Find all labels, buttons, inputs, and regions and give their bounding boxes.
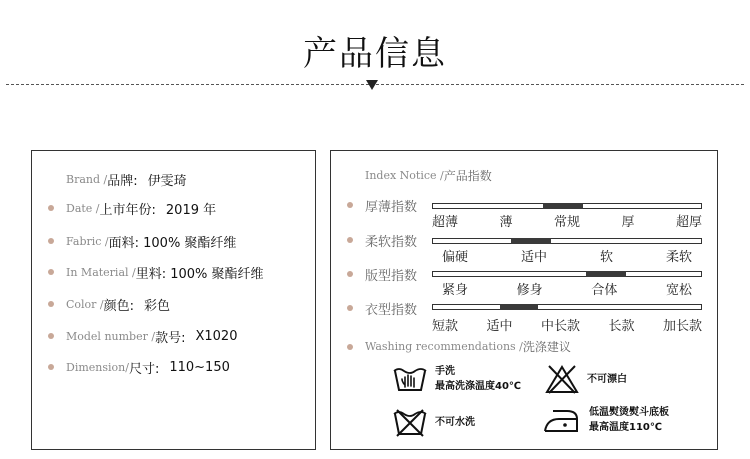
- index-bar-fit: [432, 271, 702, 277]
- index-tick-label: 厚: [621, 215, 635, 230]
- index-notice-header: [365, 167, 492, 184]
- info-label-en: Model number /: [66, 329, 156, 343]
- index-tick-label: 修身: [516, 283, 543, 298]
- index-label-fit: [331, 264, 417, 284]
- info-label-cn: 尺寸:: [128, 361, 160, 377]
- index-label-text: 柔软指数: [365, 234, 418, 250]
- index-bar-thickness: [432, 203, 702, 209]
- index-selected-segment: [543, 203, 583, 209]
- info-row-model: [32, 325, 237, 347]
- no-bleach-icon: [545, 364, 579, 394]
- product-info-panel: [31, 150, 316, 450]
- info-row-brand: [32, 168, 187, 190]
- index-tick-label: 超薄: [432, 215, 459, 230]
- bullet-icon: [347, 237, 353, 243]
- index-tick-label: 薄: [499, 215, 513, 230]
- bullet-icon: [48, 176, 54, 182]
- info-label-cn: 上市年份:: [99, 202, 156, 218]
- care-no-bleach: [545, 364, 627, 394]
- bullet-icon: [347, 202, 353, 208]
- info-row-date: [32, 197, 216, 219]
- info-label-en: Dimension/: [66, 360, 129, 374]
- index-bar-softness: [432, 238, 702, 244]
- info-label-cn: 品牌:: [107, 173, 138, 189]
- index-selected-segment: [586, 271, 626, 277]
- index-tick-label: 超厚: [675, 215, 702, 230]
- index-tick-label: 紧身: [442, 283, 469, 298]
- info-label-en: Date /: [66, 201, 100, 215]
- info-row-fabric: [32, 230, 246, 252]
- care-text-line1: 不可水洗: [435, 416, 475, 428]
- bullet-icon: [347, 305, 353, 311]
- info-label-en: Brand /: [66, 172, 108, 186]
- bullet-icon: [347, 344, 353, 350]
- care-text-line2: 最高洗涤温度40℃: [435, 381, 522, 392]
- info-label-en: Fabric /: [66, 234, 109, 248]
- page-title: 产品信息: [303, 34, 447, 74]
- index-tick-label: 长款: [608, 319, 635, 334]
- care-no-water-wash: [393, 407, 475, 437]
- info-label-cn: 款号:: [155, 330, 186, 346]
- bullet-icon: [48, 205, 54, 211]
- info-label-cn: 面料: 100% 聚酯纤维: [108, 235, 237, 251]
- index-tick-label: 合体: [591, 283, 618, 298]
- washing-header: [331, 338, 571, 355]
- care-text-line1: 低温熨烫熨斗底板: [589, 407, 669, 418]
- index-tick-label: 常规: [553, 215, 580, 230]
- index-ticks-fit: [432, 279, 702, 298]
- bullet-icon: [48, 238, 54, 244]
- bullet-icon: [48, 269, 54, 275]
- care-hand-wash: [393, 364, 521, 394]
- index-bar-length: [432, 304, 702, 310]
- info-value: 2019 年: [165, 202, 217, 218]
- no-water-wash-icon: [393, 407, 427, 437]
- index-tick-label: 适中: [486, 319, 513, 334]
- index-tick-label: 软: [599, 250, 613, 265]
- index-tick-label: 中长款: [540, 319, 580, 334]
- washing-header-en: Washing recommendations /: [365, 340, 523, 353]
- index-ticks-length: [432, 315, 702, 334]
- care-text-line1: 手洗: [435, 366, 455, 377]
- care-low-iron: [541, 405, 669, 435]
- index-ticks-softness: [432, 246, 702, 265]
- bullet-icon: [48, 333, 54, 339]
- care-text-line1: 不可漂白: [587, 373, 627, 385]
- info-value: 110~150: [169, 359, 230, 375]
- index-tick-label: 加长款: [662, 319, 702, 334]
- info-row-color: [32, 293, 170, 315]
- index-notice-header-en: Index Notice /: [365, 169, 444, 182]
- index-selected-segment: [500, 304, 538, 310]
- info-row-dimension: [32, 356, 230, 378]
- index-label-text: 厚薄指数: [365, 199, 418, 215]
- info-value: X1020: [195, 328, 238, 344]
- info-label-cn: 里料: 100% 聚酯纤维: [135, 266, 264, 282]
- index-tick-label: 短款: [432, 319, 459, 334]
- index-selected-segment: [511, 238, 551, 244]
- info-row-lining: [32, 261, 274, 283]
- bullet-icon: [48, 364, 54, 370]
- divider-arrow-icon: [366, 80, 378, 90]
- index-label-length: [331, 298, 417, 318]
- info-label-cn: 颜色:: [103, 298, 135, 314]
- index-tick-label: 偏硬: [442, 250, 469, 265]
- index-tick-label: 适中: [520, 250, 547, 265]
- bullet-icon: [347, 271, 353, 277]
- index-label-text: 版型指数: [365, 268, 418, 284]
- index-ticks-thickness: [432, 211, 702, 230]
- hand-wash-icon: [393, 365, 427, 393]
- index-tick-label: 柔软: [665, 250, 692, 265]
- index-label-text: 衣型指数: [365, 302, 418, 318]
- index-notice-header-cn: 产品指数: [443, 169, 492, 183]
- index-tick-label: 宽松: [665, 283, 692, 298]
- index-label-thickness: [331, 195, 417, 215]
- index-notice-panel: [330, 150, 718, 450]
- info-label-en: In Material /: [66, 265, 136, 279]
- info-value: 伊雯琦: [147, 173, 187, 189]
- low-iron-icon: [541, 405, 581, 435]
- info-label-en: Color /: [66, 297, 104, 311]
- care-text-line2: 最高温度110℃: [589, 422, 662, 433]
- bullet-icon: [48, 301, 54, 307]
- index-label-softness: [331, 230, 417, 250]
- info-value: 彩色: [144, 298, 171, 314]
- washing-header-cn: 洗涤建议: [522, 340, 571, 354]
